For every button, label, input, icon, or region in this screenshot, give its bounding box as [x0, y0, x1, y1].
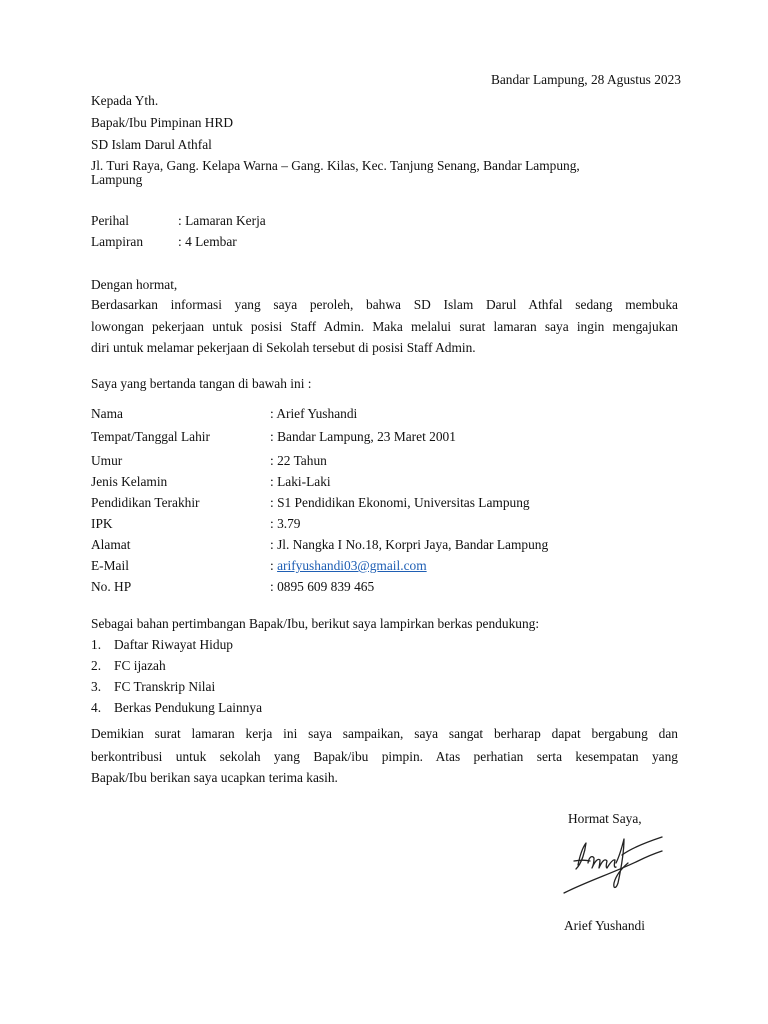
- detail-value-ipk: : 3.79: [270, 516, 301, 531]
- detail-value-umur: : 22 Tahun: [270, 453, 327, 468]
- email-prefix: :: [270, 558, 278, 573]
- attachment-item: FC Transkrip Nilai: [114, 679, 216, 694]
- detail-label-email: E-Mail: [91, 558, 129, 573]
- detail-value-jenis-kelamin: : Laki-Laki: [270, 474, 331, 489]
- detail-label-umur: Umur: [91, 453, 123, 468]
- detail-value-alamat: : Jl. Nangka I No.18, Korpri Jaya, Bandar Lampung: [270, 537, 549, 552]
- attachment-item: Berkas Pendukung Lainnya: [114, 700, 263, 715]
- closing-paragraph-line: Bapak/Ibu berikan saya ucapkan terima kasih.: [91, 770, 338, 785]
- detail-value-nama: : Arief Yushandi: [270, 406, 358, 421]
- lampiran-value: : 4 Lembar: [178, 234, 237, 249]
- perihal-value: : Lamaran Kerja: [178, 213, 266, 228]
- attachments-intro: Sebagai bahan pertimbangan Bapak/Ibu, berikut saya lampirkan berkas pendukung:: [91, 616, 540, 631]
- detail-label-alamat: Alamat: [91, 537, 131, 552]
- detail-value-email: [270, 558, 427, 574]
- attachment-item: FC ijazah: [114, 658, 166, 673]
- closing-regards: Hormat Saya,: [568, 811, 642, 826]
- date-line: Bandar Lampung, 28 Agustus 2023: [490, 72, 681, 87]
- recipient-organization: SD Islam Darul Athfal: [91, 137, 212, 152]
- intro-paragraph-line: lowongan pekerjaan untuk posisi Staff Admin. Maka melalui surat lamaran saya ingin mengajukan: [91, 319, 678, 334]
- detail-label-ipk: IPK: [91, 516, 113, 531]
- recipient-address-line1: Jl. Turi Raya, Gang. Kelapa Warna – Gang. Kilas, Kec. Tanjung Senang, Bandar Lampung,: [91, 158, 580, 173]
- attachment-number: 2.: [91, 658, 102, 673]
- detail-label-ttl: Tempat/Tanggal Lahir: [91, 429, 210, 444]
- recipient-position: Bapak/Ibu Pimpinan HRD: [91, 115, 234, 130]
- closing-paragraph-line: Demikian surat lamaran kerja ini saya sampaikan, saya sangat berharap dapat bergabung dan: [91, 726, 678, 741]
- detail-value-ttl: : Bandar Lampung, 23 Maret 2001: [270, 429, 456, 444]
- intro-paragraph-line: diri untuk melamar pekerjaan di Sekolah tersebut di posisi Staff Admin.: [91, 340, 476, 355]
- signatory-name: Arief Yushandi: [564, 918, 645, 933]
- closing-paragraph-line: berkontribusi untuk sekolah yang Bapak/ibu pimpin. Atas perhatian serta kesempatan yang: [91, 749, 678, 764]
- attachment-item: Daftar Riwayat Hidup: [114, 637, 233, 652]
- detail-label-nama: Nama: [91, 406, 123, 421]
- intro-paragraph-line: Berdasarkan informasi yang saya peroleh, bahwa SD Islam Darul Athfal sedang membuka: [91, 297, 678, 312]
- detail-value-no-hp: : 0895 609 839 465: [270, 579, 375, 594]
- recipient-greeting: Kepada Yth.: [91, 93, 159, 108]
- recipient-address-line2: Lampung: [91, 172, 143, 187]
- undersigned-intro: Saya yang bertanda tangan di bawah ini :: [91, 376, 312, 391]
- email-link[interactable]: arifyushandi03@gmail.com: [277, 558, 427, 573]
- handwritten-signature: [558, 825, 678, 905]
- attachment-number: 4.: [91, 700, 102, 715]
- attachment-number: 1.: [91, 637, 102, 652]
- perihal-label: Perihal: [91, 213, 129, 228]
- detail-label-no-hp: No. HP: [91, 579, 132, 594]
- lampiran-label: Lampiran: [91, 234, 144, 249]
- detail-label-jenis-kelamin: Jenis Kelamin: [91, 474, 168, 489]
- detail-value-pendidikan: : S1 Pendidikan Ekonomi, Universitas Lampung: [270, 495, 530, 510]
- salutation: Dengan hormat,: [91, 277, 178, 292]
- attachment-number: 3.: [91, 679, 102, 694]
- detail-label-pendidikan: Pendidikan Terakhir: [91, 495, 200, 510]
